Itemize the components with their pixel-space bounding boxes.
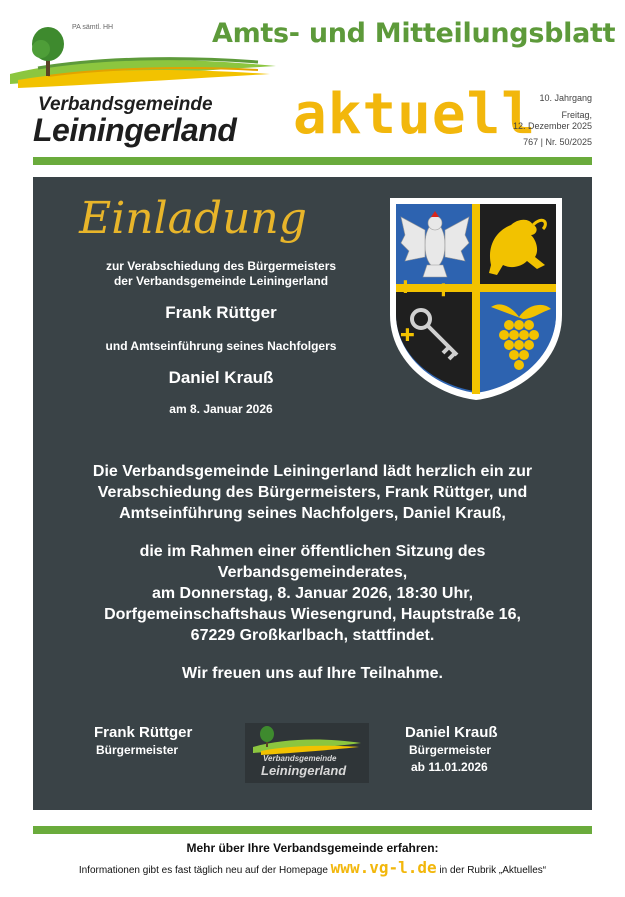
footer-divider bbox=[33, 826, 592, 834]
aktuell-wordmark: aktuell bbox=[293, 82, 537, 147]
weekday: Freitag, bbox=[561, 110, 592, 120]
issue-date: 12. Dezember 2025 bbox=[512, 121, 592, 131]
signature-left-name: Frank Rüttger bbox=[94, 724, 193, 741]
invitation-date: am 8. Januar 2026 bbox=[169, 402, 273, 416]
footer-info bbox=[0, 858, 625, 877]
body-p1-line2: Verabschiedung des Bürgermeisters, Frank Rüttger, und bbox=[97, 484, 528, 501]
invitation-name2: Daniel Krauß bbox=[168, 368, 274, 387]
invitation-heading: Einladung bbox=[79, 193, 307, 244]
footer-post-text: in der Rubrik „Aktuelles“ bbox=[439, 865, 547, 876]
header-divider bbox=[33, 157, 592, 165]
website-link[interactable]: www.vg-l.de bbox=[330, 858, 437, 877]
vg-small-logo-graphic bbox=[251, 725, 363, 755]
publication-title: Amts- und Mitteilungsblatt bbox=[212, 18, 616, 49]
volume: 10. Jahrgang bbox=[539, 93, 592, 103]
invitation-line2: der Verbandsgemeinde Leiningerland bbox=[113, 274, 329, 288]
issue-number: 767 | Nr. 50/2025 bbox=[523, 137, 592, 147]
vg-small-logo bbox=[245, 723, 369, 783]
coat-of-arms-icon bbox=[387, 195, 565, 403]
body-p1-line1: Die Verbandsgemeinde Leiningerland lädt herzlich ein zur bbox=[92, 463, 533, 480]
signature-right-name: Daniel Krauß bbox=[405, 724, 498, 741]
body-p2-line1: die im Rahmen einer öffentlichen Sitzung des bbox=[139, 543, 486, 560]
pa-label: PA sämtl. HH bbox=[72, 24, 114, 31]
vg-name-line2: Leiningerland bbox=[33, 112, 237, 148]
invitation-panel bbox=[33, 177, 592, 810]
body-p2-line5: 67229 Großkarlbach, stattfindet. bbox=[190, 627, 435, 644]
invitation-name1: Frank Rüttger bbox=[165, 303, 277, 322]
invitation-line1: zur Verabschiedung des Bürgermeisters bbox=[105, 259, 337, 273]
footer-pre-text: Informationen gibt es fast täglich neu auf der Homepage bbox=[78, 865, 328, 876]
body-p1-line3: Amtseinführung seines Nachfolgers, Daniel Krauß, bbox=[119, 505, 506, 522]
body-p2-line2: Verbandsgemeinderates, bbox=[217, 564, 408, 581]
footer-title: Mehr über Ihre Verbandsgemeinde erfahren: bbox=[186, 841, 439, 855]
signature-right-title: Bürgermeister bbox=[409, 743, 492, 757]
vg-name-line1: Verbandsgemeinde bbox=[38, 94, 213, 115]
signature-left-title: Bürgermeister bbox=[96, 743, 179, 757]
vg-small-logo-line2: Leiningerland bbox=[261, 763, 347, 778]
invitation-line3: und Amtseinführung seines Nachfolgers bbox=[105, 339, 337, 353]
body-p2-line4: Dorfgemeinschaftshaus Wiesengrund, Hauptstraße 16, bbox=[104, 606, 521, 623]
body-p2-line3: am Donnerstag, 8. Januar 2026, 18:30 Uhr, bbox=[151, 585, 474, 602]
body-closing: Wir freuen uns auf Ihre Teilnahme. bbox=[182, 665, 443, 682]
vg-small-logo-line1: Verbandsgemeinde bbox=[263, 754, 337, 763]
signature-right-since: ab 11.01.2026 bbox=[411, 760, 488, 774]
